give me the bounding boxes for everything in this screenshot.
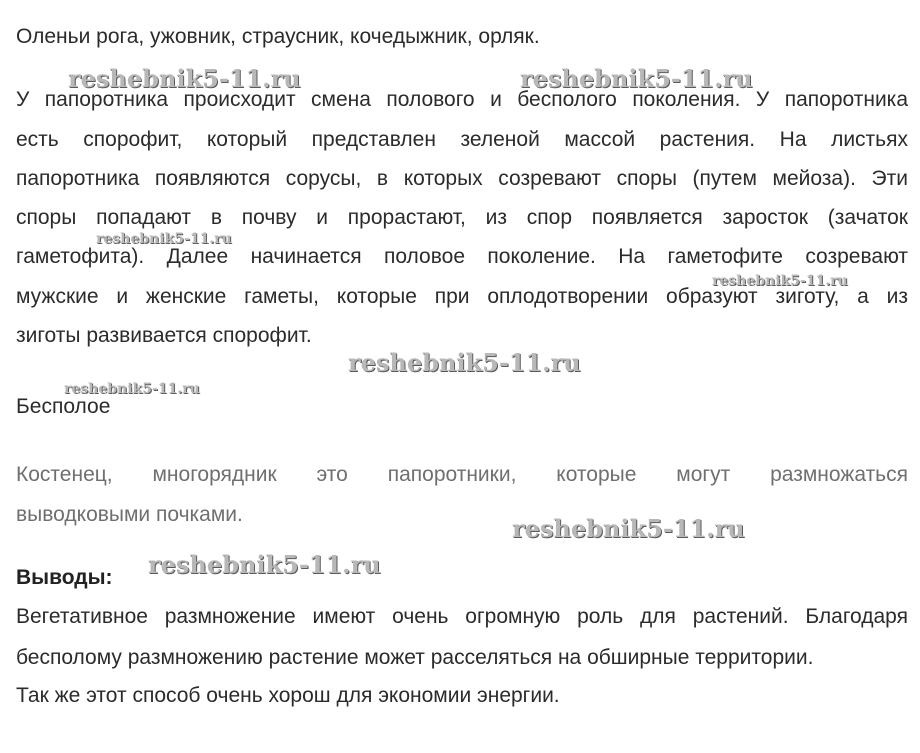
watermark: reshebnik5-11.ru <box>68 64 301 93</box>
paragraph-line: Так же этот способ очень хорош для экономии энергии. <box>16 684 560 707</box>
paragraph-line: есть спорофит, который представлен зеленой массой растения. На листьях <box>16 128 908 151</box>
paragraph-line: зиготы развивается спорофит. <box>16 324 312 347</box>
paragraph-line: Костенец, многорядник это папоротники, которые могут размножаться <box>16 463 908 486</box>
paragraph-line: бесполому размножению растение может расселяться на обширные территории. <box>16 646 814 669</box>
species-list-line: Оленьи рога, ужовник, страусник, кочедыжник, орляк. <box>16 25 540 48</box>
watermark: reshebnik5-11.ru <box>348 348 581 377</box>
watermark: reshebnik5-11.ru <box>712 273 848 289</box>
paragraph-line: мужские и женские гаметы, которые при оплодотворении образуют зиготу, а из <box>16 285 908 308</box>
paragraph-line: Вегетативное размножение имеют очень огромную роль для растений. Благодаря <box>16 605 908 628</box>
paragraph-line: У папоротника происходит смена полового и бесполого поколения. У папоротника <box>16 88 908 111</box>
paragraph-line: споры попадают в почву и прорастают, из спор появляется заросток (зачаток <box>16 206 908 229</box>
watermark: reshebnik5-11.ru <box>96 231 232 247</box>
watermark: reshebnik5-11.ru <box>64 381 200 397</box>
section-heading-asexual: Бесполое <box>16 395 111 418</box>
section-heading-conclusions: Выводы: <box>16 566 113 589</box>
paragraph-line: папоротника появляются сорусы, в которых созревают споры (путем мейоза). Эти <box>16 167 908 190</box>
watermark: reshebnik5-11.ru <box>520 64 753 93</box>
paragraph-line: выводковыми почками. <box>16 503 243 526</box>
watermark: reshebnik5-11.ru <box>148 550 381 579</box>
paragraph-line: гаметофита). Далее начинается половое поколение. На гаметофите созревают <box>16 245 908 268</box>
watermark: reshebnik5-11.ru <box>512 514 745 543</box>
